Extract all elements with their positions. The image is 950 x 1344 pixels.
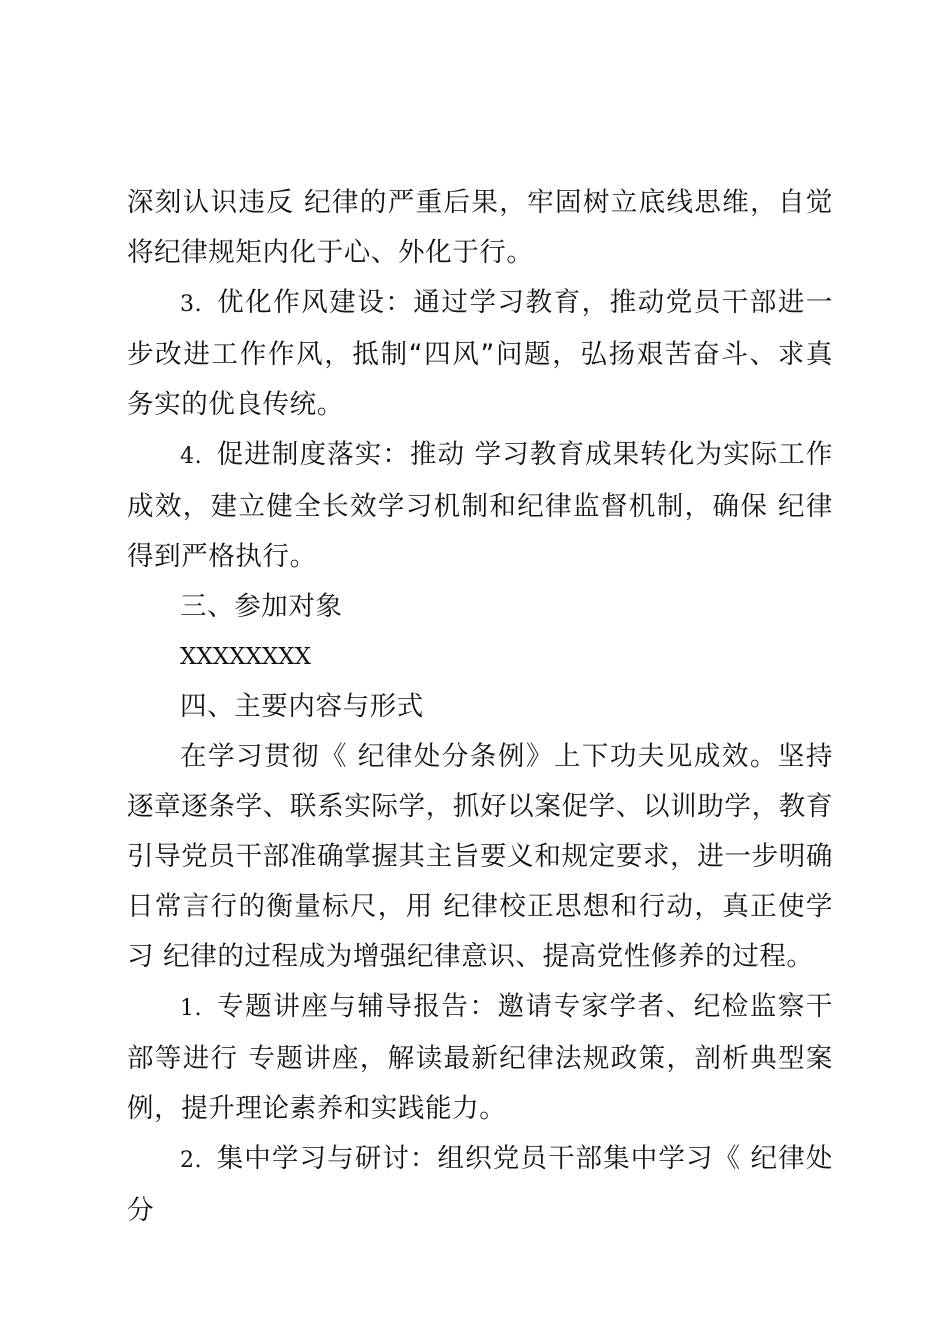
form-item-1 <box>127 982 833 1134</box>
list-item-text: 集中学习与研讨：组织党员干部集中学习《 纪律处分 <box>127 1143 833 1226</box>
list-number: 1. <box>180 996 203 1021</box>
participants-placeholder: XXXXXXXX <box>180 644 311 670</box>
list-number: 2. <box>180 1148 203 1173</box>
paragraph-main-content: 在学习贯彻《 纪律处分条例》上下功夫见成效。坚持逐章逐条学、联系实际学，抓好以案促学、以训助学，教育引导党员干部准确掌握其主旨要义和规定要求，进一步明确日常言行的衡量标尺，用 纪律校正思想和行动，真正使学习 纪律的过程成为增强纪律意识、提高党性修养的过程。 <box>127 741 833 972</box>
list-item-text: 促进制度落实：推动 学习教育成果转化为实际工作成效，建立健全长效学习机制和纪律监督机制，确保 纪律 得到严格执行。 <box>127 439 833 572</box>
document-page <box>127 178 833 1236</box>
paragraph-continuation: 深刻认识违反 纪律的严重后果，牢固树立底线思维，自觉将纪律规矩内化于心、外化于行。 <box>127 187 833 268</box>
list-item-text: 专题讲座与辅导报告：邀请专家学者、纪检监察干部等进行 专题讲座，解读最新纪律法规政策，剖析典型案例，提升理论素养和实践能力。 <box>127 991 833 1124</box>
list-item-4 <box>127 430 833 582</box>
list-item-text: 优化作风建设：通过学习教育，推动党员干部进一步改进工作作风，抵制“四风”问题，弘扬艰苦奋斗、求真务实的优良传统。 <box>127 287 833 420</box>
section-heading-participants: 三、参加对象 <box>180 591 343 622</box>
section-heading-content: 四、主要内容与形式 <box>180 691 424 722</box>
list-item-3 <box>127 278 833 430</box>
list-number: 3. <box>180 292 203 317</box>
list-number: 4. <box>180 444 203 469</box>
form-item-2 <box>127 1134 833 1236</box>
